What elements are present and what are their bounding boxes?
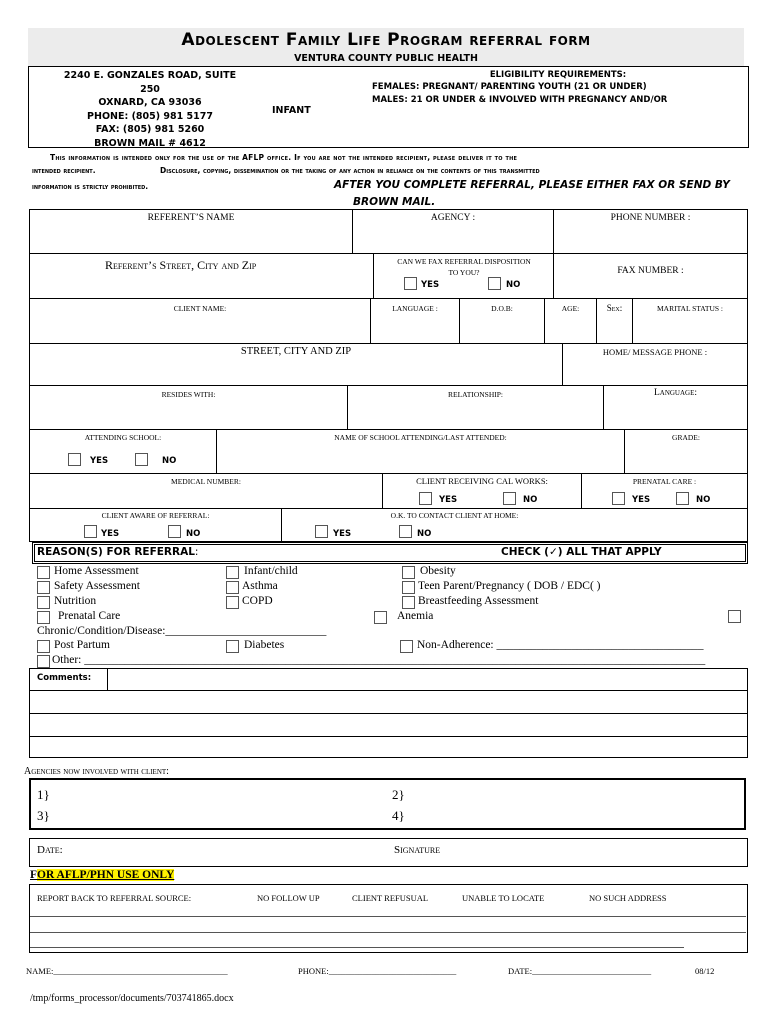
reason-checkbox[interactable]	[37, 566, 50, 579]
fax-yes-label: YES	[421, 280, 440, 290]
office-notes-line[interactable]	[30, 916, 746, 917]
dob-label: D.O.B:	[491, 304, 513, 313]
office-address	[40, 69, 260, 151]
language-2-label: Language:	[653, 388, 698, 398]
agency-label: AGENCY :	[430, 213, 476, 223]
reason-nutrition: Nutrition	[54, 595, 97, 607]
fax-yes-checkbox[interactable]	[404, 277, 417, 290]
referent-address-label: Referent’s Street, City and Zip	[105, 258, 257, 272]
reason-title-colon: :	[194, 546, 199, 558]
referent-name-label: REFERENT’S NAME	[147, 213, 235, 223]
footer-date: DATE:____________________________	[508, 966, 652, 976]
reason-prenatal-care: Prenatal Care	[58, 610, 121, 622]
reason-checkbox[interactable]	[728, 610, 741, 623]
fax-instruction: AFTER YOU COMPLETE REFERRAL, PLEASE EITHER FAX OR SEND BY	[334, 179, 730, 191]
agency-name: VENTURA COUNTY PUBLIC HEALTH	[294, 53, 478, 64]
phone-number-label: PHONE NUMBER :	[610, 213, 691, 223]
address-line: PHONE: (805) 981 5177	[87, 110, 213, 122]
comments-line	[29, 690, 748, 691]
attending-school-label: ATTENDING SCHOOL:	[84, 433, 162, 442]
option-unable-to-locate: UNABLE TO LOCATE	[462, 893, 545, 903]
marital-status-label: MARITAL STATUS :	[656, 304, 724, 313]
aware-yes-label: YES	[101, 529, 120, 539]
address-line: FAX: (805) 981 5260	[95, 124, 205, 136]
agencies-title: Agencies now involved with client:	[24, 766, 169, 777]
option-client-refusal: CLIENT REFUSUAL	[352, 893, 429, 903]
language-label: LANGUAGE :	[392, 304, 438, 313]
cal-works-label: CLIENT RECEIVING CAL WORKS:	[416, 476, 548, 486]
cal-works-no-checkbox[interactable]	[503, 492, 516, 505]
ok-contact-label: O.K. TO CONTACT CLIENT AT HOME:	[390, 511, 519, 520]
agency-item-2: 2}	[392, 787, 405, 802]
prenatal-no-checkbox[interactable]	[676, 492, 689, 505]
comments-line	[29, 713, 748, 714]
reason-infant-child: Infant/child	[244, 565, 298, 577]
age-label: AGE:	[561, 304, 580, 313]
aware-no-label: NO	[186, 529, 201, 539]
reason-checkbox[interactable]	[226, 596, 239, 609]
reason-chronic-condition: Chronic/Condition/Disease:____________________________	[37, 625, 327, 637]
reason-non-adherence: Non-Adherence: ____________________________________	[417, 639, 704, 651]
reason-checkbox[interactable]	[226, 640, 239, 653]
notice-line-1: This information is intended only for the use of the AFLP office. If you are not the intended recipient, please deliver it to the	[50, 153, 518, 162]
notice-line-2a: intended recipient.	[32, 166, 96, 175]
reason-checkbox[interactable]	[37, 611, 50, 624]
resides-with-label: RESIDES WITH:	[161, 390, 216, 399]
medical-number-label: MEDICAL NUMBER:	[171, 477, 241, 486]
report-back-label: REPORT BACK TO REFERRAL SOURCE:	[37, 893, 192, 903]
address-line: 250	[140, 83, 160, 95]
fax-number-field[interactable]	[553, 253, 748, 299]
home-phone-label: HOME/ MESSAGE PHONE :	[602, 347, 708, 357]
reason-asthma: Asthma	[242, 580, 278, 592]
reason-checkbox[interactable]	[402, 566, 415, 579]
option-no-such-address: NO SUCH ADDRESS	[589, 893, 667, 903]
office-use-title-first: F	[30, 869, 38, 881]
office-notes-line[interactable]	[30, 932, 746, 933]
reason-diabetes: Diabetes	[244, 639, 285, 651]
prenatal-care-label: PRENATAL CARE :	[632, 477, 697, 486]
fax-no-checkbox[interactable]	[488, 277, 501, 290]
footer-version: 08/12	[695, 966, 715, 976]
aware-no-checkbox[interactable]	[168, 525, 181, 538]
reason-safety-assessment: Safety Assessment	[54, 580, 140, 592]
contact-yes-label: YES	[333, 529, 352, 539]
aware-yes-checkbox[interactable]	[84, 525, 97, 538]
client-name-label: CLIENT NAME:	[173, 304, 227, 313]
agencies-box[interactable]	[29, 778, 746, 830]
school-yes-label: YES	[90, 456, 109, 466]
prenatal-yes-checkbox[interactable]	[612, 492, 625, 505]
notice-line-2b: Disclosure, copying, dissemination or the taking of any action in reliance on the contents of this transmitted	[160, 166, 540, 175]
comments-divider	[107, 668, 108, 691]
cal-works-yes-label: YES	[439, 495, 458, 505]
footer-phone: PHONE:______________________________	[298, 966, 457, 976]
school-no-checkbox[interactable]	[135, 453, 148, 466]
eligibility-title: ELIGIBILITY REQUIREMENTS:	[489, 70, 627, 80]
date-label: Date:	[37, 844, 63, 856]
agency-item-4: 4}	[392, 808, 405, 823]
reason-checkbox[interactable]	[402, 581, 415, 594]
fax-number-label: FAX NUMBER :	[617, 266, 684, 276]
form-title: Adolescent Family Life Program referral form	[181, 30, 591, 50]
school-no-label: NO	[162, 456, 177, 466]
reason-post-partum: Post Partum	[54, 639, 110, 651]
contact-yes-checkbox[interactable]	[315, 525, 328, 538]
reason-teen-parent: Teen Parent/Pregnancy ( DOB / EDC( )	[418, 580, 601, 592]
address-line: 2240 E. GONZALES ROAD, SUITE	[63, 70, 237, 81]
reason-checkbox[interactable]	[37, 640, 50, 653]
office-use-title	[30, 869, 174, 881]
footer-file-path: /tmp/forms_processor/documents/703741865.docx	[30, 993, 234, 1004]
reason-copd: COPD	[242, 595, 273, 607]
prenatal-yes-label: YES	[632, 495, 651, 505]
eligibility-females: FEMALES: PREGNANT/ PARENTING YOUTH (21 OR UNDER)	[372, 82, 647, 92]
reason-anemia: Anemia	[397, 610, 434, 622]
client-aware-label: CLIENT AWARE OF REFERRAL:	[101, 511, 210, 520]
comments-label: Comments:	[37, 673, 92, 683]
agency-item-3: 3}	[37, 808, 50, 823]
reason-home-assessment: Home Assessment	[54, 565, 139, 577]
agency-item-1: 1}	[37, 787, 50, 802]
reason-checkbox[interactable]	[400, 640, 413, 653]
reason-other: Other: ____________________________________________________________________________________________________________	[52, 654, 706, 666]
office-notes-line[interactable]	[30, 947, 684, 948]
reason-obesity: Obesity	[420, 565, 456, 577]
reason-checkbox[interactable]	[37, 581, 50, 594]
street-city-zip-label: STREET, CITY AND ZIP	[240, 346, 352, 357]
check-all-label: CHECK (✓) ALL THAT APPLY	[501, 546, 662, 558]
contact-no-label: NO	[417, 529, 432, 539]
fax-instruction-2: BROWN MAIL.	[353, 196, 436, 208]
reason-breastfeeding: Breastfeeding Assessment	[418, 595, 539, 607]
contact-no-checkbox[interactable]	[399, 525, 412, 538]
reason-checkbox[interactable]	[226, 566, 239, 579]
footer-name: NAME:_________________________________________	[26, 966, 228, 976]
office-use-title-rest: OR AFLP/PHN USE ONLY	[37, 869, 175, 881]
reason-checkbox[interactable]	[226, 581, 239, 594]
notice-line-3: information is strictly prohibited.	[32, 182, 149, 191]
grade-label: GRADE:	[672, 433, 700, 442]
school-yes-checkbox[interactable]	[68, 453, 81, 466]
relationship-label: RELATIONSHIP:	[447, 390, 503, 399]
reason-checkbox[interactable]	[37, 655, 50, 668]
school-name-label: NAME OF SCHOOL ATTENDING/LAST ATTENDED:	[334, 433, 507, 442]
signature-label: Signature	[394, 844, 441, 856]
date-signature-box[interactable]	[29, 838, 748, 867]
reason-title-text: REASON(S) FOR REFERRAL	[37, 546, 195, 558]
reason-checkbox[interactable]	[374, 611, 387, 624]
fax-no-label: NO	[506, 280, 521, 290]
prenatal-no-label: NO	[696, 495, 711, 505]
address-line: OXNARD, CA 93036	[98, 97, 202, 109]
infant-label: INFANT	[272, 105, 311, 116]
cal-works-no-label: NO	[523, 495, 538, 505]
eligibility-males: MALES: 21 OR UNDER & INVOLVED WITH PREGNANCY AND/OR	[372, 95, 668, 105]
reason-checkbox[interactable]	[37, 596, 50, 609]
address-line: BROWN MAIL # 4612	[94, 137, 206, 149]
can-we-fax-label: CAN WE FAX REFERRAL DISPOSITION TO YOU?	[397, 257, 531, 277]
sex-label: Sex:	[606, 303, 623, 313]
option-no-follow-up: NO FOLLOW UP	[257, 893, 320, 903]
reason-title	[37, 546, 198, 558]
comments-line	[29, 736, 748, 737]
reason-checkbox[interactable]	[402, 596, 415, 609]
cal-works-yes-checkbox[interactable]	[419, 492, 432, 505]
